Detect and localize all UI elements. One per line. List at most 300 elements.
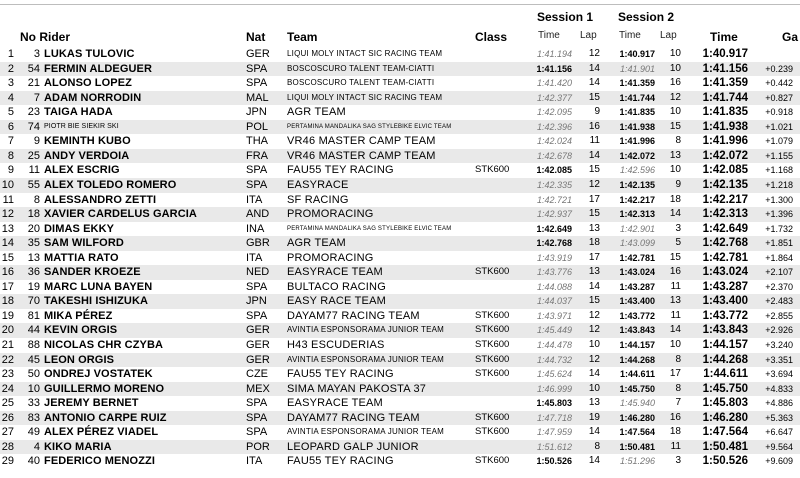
nationality-cell: ITA	[246, 251, 263, 264]
team-cell: LEOPARD GALP JUNIOR	[287, 440, 419, 453]
session1-lap-cell: 16	[588, 120, 600, 132]
gap-cell: +1.300	[765, 194, 793, 205]
table-row	[0, 294, 800, 309]
table-row	[0, 454, 800, 469]
nationality-cell: AND	[246, 208, 270, 221]
table-row	[0, 120, 800, 135]
session1-time-cell: 1:42.085	[536, 165, 572, 176]
session2-lap-cell: 11	[670, 440, 681, 452]
session1-lap-cell: 12	[588, 353, 600, 365]
session1-lap-cell: 12	[588, 48, 600, 59]
session2-lap-cell: 3	[675, 455, 681, 467]
table-row	[0, 91, 800, 106]
rider-name-cell: MARC LUNA BAYEN	[44, 280, 153, 293]
session1-lap-cell: 15	[588, 295, 600, 307]
rider-name-cell: TAKESHI ISHIZUKA	[44, 295, 149, 308]
class-cell: STK600	[475, 309, 510, 321]
position-cell: 1	[7, 48, 14, 60]
rider-name-cell: ONDREJ VOSTATEK	[44, 368, 153, 381]
rider-name-cell: ANDY VERDOIA	[44, 149, 130, 162]
best-time-cell: 1:41.938	[702, 120, 748, 133]
best-time-cell: 1:41.996	[702, 135, 748, 148]
session1-lap-cell: 12	[588, 309, 600, 321]
nationality-cell: MAL	[246, 91, 269, 104]
session1-time-cell: 1:41.156	[536, 63, 572, 74]
position-cell: 11	[2, 193, 14, 206]
best-time-cell: 1:41.156	[702, 62, 748, 75]
position-cell: 6	[7, 120, 14, 133]
rider-number-cell: 10	[27, 382, 40, 395]
session1-lap-cell: 14	[588, 280, 600, 292]
class-cell: STK600	[475, 455, 510, 467]
gap-cell: +0.239	[765, 63, 793, 74]
session2-time-cell: 1:44.611	[619, 369, 655, 380]
session2-time-cell: 1:44.157	[619, 340, 655, 350]
session2-lap-cell: 9	[675, 178, 681, 190]
session2-lap-cell: 10	[669, 62, 681, 74]
table-row	[0, 411, 800, 426]
team-cell: FAU55 TEY RACING	[287, 455, 394, 468]
table-row	[0, 353, 800, 368]
team-cell: AVINTIA ESPONSORAMA JUNIOR TEAM	[287, 427, 445, 437]
session2-lap-cell: 8	[675, 135, 681, 147]
best-time-cell: 1:50.526	[702, 455, 748, 468]
top-rule	[0, 4, 800, 5]
session2-lap-cell: 16	[669, 77, 681, 89]
position-cell: 20	[1, 324, 14, 337]
rider-number-cell: 21	[27, 77, 40, 90]
rider-name-cell: LUKAS TULOVIC	[44, 48, 135, 60]
rider-number-cell: 3	[33, 48, 40, 60]
position-cell: 29	[1, 455, 14, 468]
position-cell: 19	[1, 309, 14, 322]
rider-number-cell: 7	[33, 91, 40, 104]
rider-number-cell: 23	[27, 106, 40, 119]
best-time-cell: 1:42.781	[702, 251, 748, 264]
session1-time-cell: 1:45.449	[536, 325, 572, 336]
rider-number-cell: 70	[27, 295, 40, 308]
rider-number-cell: 55	[27, 178, 40, 191]
rider-number-cell: 8	[33, 193, 40, 206]
session2-time-cell: 1:46.280	[619, 412, 655, 423]
gap-cell: +1.155	[765, 150, 793, 161]
best-time-cell: 1:45.750	[702, 382, 748, 395]
session2-lap-cell: 11	[670, 280, 681, 292]
best-time-cell: 1:42.072	[702, 149, 748, 162]
rider-number-cell: 40	[27, 455, 40, 468]
position-cell: 22	[1, 353, 14, 366]
session1-time-cell: 1:46.999	[536, 383, 572, 394]
gap-cell: +2.926	[765, 325, 793, 336]
gap-cell: +4.886	[765, 398, 793, 409]
nationality-cell: THA	[246, 135, 268, 148]
rider-number-cell: 35	[27, 237, 40, 250]
session1-time-cell: 1:42.335	[536, 179, 572, 190]
best-time-cell: 1:43.772	[702, 309, 748, 322]
position-cell: 26	[1, 411, 14, 424]
team-cell: PROMORACING	[287, 251, 374, 264]
session2-time-cell: 1:50.481	[619, 441, 655, 452]
rider-number-cell: 83	[27, 411, 40, 424]
session1-lap-cell: 12	[588, 324, 600, 336]
best-time-cell: 1:43.287	[702, 280, 748, 293]
team-cell: H43 ESCUDERIAS	[287, 339, 385, 351]
nationality-cell: CZE	[246, 368, 268, 381]
best-time-cell: 1:44.157	[702, 339, 748, 351]
best-time-cell: 1:50.481	[702, 440, 748, 453]
rider-number-cell: 13	[27, 251, 40, 264]
team-cell: AVINTIA ESPONSORAMA JUNIOR TEAM	[287, 325, 445, 335]
best-time-cell: 1:42.313	[702, 208, 748, 221]
team-cell: FAU55 TEY RACING	[287, 164, 394, 177]
team-cell: BOSCOSCURO TALENT TEAM-CIATTI	[287, 63, 435, 73]
best-time-cell: 1:43.843	[702, 324, 748, 337]
nationality-cell: FRA	[246, 149, 268, 162]
session2-time-cell: 1:45.940	[619, 398, 655, 409]
session1-time-cell: 1:47.718	[536, 412, 572, 423]
session2-time-cell: 1:51.296	[619, 456, 655, 467]
team-cell: PERTAMINA MANDALIKA SAG STYLEBIKE ELVIC TEAM	[287, 225, 452, 232]
session1-time-cell: 1:45.803	[536, 398, 572, 409]
session1-lap-cell: 14	[588, 149, 600, 161]
session1-header: Session 1	[537, 10, 594, 24]
rider-name-cell: NICOLAS CHR CZYBA	[44, 339, 164, 351]
team-cell: PERTAMINA MANDALIKA SAG STYLEBIKE ELVIC TEAM	[287, 123, 452, 130]
session1-lap-cell: 17	[588, 251, 600, 263]
session2-lap-cell: 14	[669, 324, 681, 336]
best-time-cell: 1:42.135	[702, 178, 748, 191]
session1-lap-cell: 11	[589, 135, 600, 147]
team-cell: EASYRACE	[287, 178, 349, 191]
rider-number-cell: 20	[27, 222, 40, 235]
table-row	[0, 163, 800, 178]
team-cell: VR46 MASTER CAMP TEAM	[287, 149, 436, 162]
gap-cell: +2.855	[765, 310, 793, 321]
session1-lap-cell: 14	[588, 368, 600, 380]
session1-lap-cell: 9	[594, 106, 600, 118]
session2-time-cell: 1:43.400	[619, 296, 655, 307]
team-header: Team	[287, 30, 318, 44]
nationality-cell: SPA	[246, 178, 268, 191]
class-cell: STK600	[475, 266, 510, 278]
nationality-cell: SPA	[246, 411, 268, 424]
nationality-cell: SPA	[246, 426, 268, 439]
position-cell: 8	[7, 149, 14, 162]
gap-cell: +3.240	[765, 340, 793, 350]
team-cell: DAYAM77 RACING TEAM	[287, 411, 420, 424]
nationality-cell: ITA	[246, 193, 263, 206]
session1-time-cell: 1:50.526	[536, 456, 572, 467]
rider-number-cell: 36	[27, 266, 40, 279]
rider-number-cell: 33	[27, 397, 40, 410]
class-cell: STK600	[475, 411, 510, 423]
class-header: Class	[475, 30, 508, 44]
session1-lap-cell: 14	[588, 77, 600, 89]
rider-number-cell: 4	[33, 440, 40, 453]
session2-time-cell: 1:45.750	[619, 383, 655, 394]
nationality-cell: JPN	[246, 295, 267, 308]
session2-time-cell: 1:40.917	[619, 49, 655, 59]
rider-name-cell: KIKO MARIA	[44, 440, 112, 453]
position-cell: 5	[7, 106, 14, 119]
session2-lap-cell: 12	[669, 91, 681, 103]
session2-lap-cell: 18	[669, 193, 681, 205]
gap-cell: +1.851	[765, 238, 793, 249]
position-cell: 9	[7, 164, 14, 177]
session1-time-cell: 1:42.396	[536, 121, 572, 132]
position-cell: 18	[1, 295, 14, 308]
rider-name-cell: ALESSANDRO ZETTI	[44, 193, 157, 206]
team-cell: DAYAM77 RACING TEAM	[287, 309, 420, 322]
nationality-cell: POL	[246, 120, 269, 133]
team-cell: VR46 MASTER CAMP TEAM	[287, 135, 436, 148]
team-cell: EASYRACE TEAM	[287, 266, 383, 279]
gap-cell: +9.609	[765, 456, 793, 467]
session1-time-cell: 1:44.037	[536, 296, 572, 307]
best-time-cell: 1:46.280	[702, 411, 748, 424]
rider-name-cell: ADAM NORRODIN	[44, 91, 142, 104]
gap-cell: +0.827	[765, 92, 793, 103]
team-cell: AVINTIA ESPONSORAMA JUNIOR TEAM	[287, 354, 445, 364]
table-row	[0, 47, 800, 62]
best-time-cell: 1:42.217	[702, 193, 748, 206]
session1-lap-cell: 15	[588, 208, 600, 220]
gap-cell: +0.918	[765, 107, 793, 118]
session2-time-cell: 1:43.843	[619, 325, 655, 336]
position-cell: 2	[7, 62, 14, 75]
team-cell: AGR TEAM	[287, 237, 346, 250]
rider-name-cell: ALEX PÉREZ VIADEL	[44, 426, 159, 439]
session2-lap-cell: 10	[669, 106, 681, 118]
session2-time-cell: 1:42.596	[619, 165, 655, 176]
rider-name-cell: DIMAS EKKY	[44, 222, 115, 235]
nationality-cell: NED	[246, 266, 270, 279]
rider-number-cell: 88	[27, 339, 40, 351]
position-cell: 10	[1, 178, 14, 191]
session1-time-cell: 1:44.478	[536, 340, 572, 350]
session2-time-cell: 1:41.996	[619, 136, 655, 147]
rider-name-cell: ALONSO LOPEZ	[44, 77, 132, 90]
best-time-cell: 1:42.085	[702, 164, 748, 177]
session2-lap-cell: 10	[669, 48, 681, 59]
session2-lap-cell: 8	[675, 382, 681, 394]
session2-time-cell: 1:43.287	[619, 281, 655, 292]
best-time-cell: 1:41.744	[702, 91, 748, 104]
session2-lap-cell: 16	[669, 266, 681, 278]
table-row	[0, 62, 800, 77]
table-row	[0, 193, 800, 208]
session2-lap-cell: 17	[669, 368, 681, 380]
session2-lap-cell: 18	[669, 426, 681, 438]
rider-name-cell: XAVIER CARDELUS GARCIA	[44, 208, 197, 221]
session1-lap-cell: 8	[594, 440, 600, 452]
position-cell: 3	[7, 77, 14, 90]
table-row	[0, 265, 800, 280]
session1-time-cell: 1:41.420	[536, 78, 572, 89]
session1-time-cell: 1:42.649	[536, 223, 572, 234]
session1-time-cell: 1:44.088	[536, 281, 572, 292]
rider-number-cell: 11	[28, 164, 40, 177]
session1-lap-cell: 13	[588, 266, 600, 278]
session1-lap-cell: 15	[588, 91, 600, 103]
position-cell: 13	[1, 222, 14, 235]
team-cell: EASYRACE TEAM	[287, 397, 383, 410]
table-row	[0, 367, 800, 382]
session1-time-header: Time	[538, 30, 560, 41]
rider-name-cell: FERMIN ALDEGUER	[44, 62, 153, 75]
session2-lap-cell: 11	[670, 309, 681, 321]
rider-name-cell: ALEX ESCRIG	[44, 164, 120, 177]
table-row	[0, 134, 800, 149]
gap-cell: +1.021	[765, 121, 793, 132]
session2-time-cell: 1:44.268	[619, 354, 655, 365]
rider-number-cell: 18	[27, 208, 40, 221]
gap-cell: +1.168	[765, 165, 793, 176]
time-header: Time	[710, 30, 738, 44]
session2-lap-cell: 14	[669, 208, 681, 220]
rider-name-cell: ALEX TOLEDO ROMERO	[44, 178, 177, 191]
best-time-cell: 1:43.024	[702, 266, 748, 279]
gap-cell: +2.370	[765, 281, 793, 292]
session2-lap-header: Lap	[660, 30, 677, 41]
table-row	[0, 236, 800, 251]
session1-time-cell: 1:42.678	[536, 150, 572, 161]
team-cell: EASY RACE TEAM	[287, 295, 386, 308]
position-cell: 27	[1, 426, 14, 439]
nationality-cell: JPN	[246, 106, 267, 119]
nat-header: Nat	[246, 30, 266, 44]
session2-lap-cell: 10	[669, 339, 681, 350]
session2-time-cell: 1:43.024	[619, 267, 655, 278]
best-time-cell: 1:45.803	[702, 397, 748, 410]
session1-time-cell: 1:42.095	[536, 107, 572, 118]
nationality-cell: SPA	[246, 397, 268, 410]
session1-lap-cell: 12	[588, 178, 600, 190]
position-cell: 15	[1, 251, 14, 264]
session1-lap-cell: 14	[588, 62, 600, 74]
rider-number-cell: 74	[27, 120, 40, 133]
rider-name-cell: KEVIN ORGIS	[44, 324, 118, 337]
session1-time-cell: 1:43.971	[536, 310, 572, 321]
gap-cell: +1.864	[765, 252, 793, 263]
best-time-cell: 1:43.400	[702, 295, 748, 308]
rider-name-cell: MIKA PÉREZ	[44, 309, 113, 322]
rider-name-cell: GUILLERMO MORENO	[44, 382, 165, 395]
session2-lap-cell: 15	[669, 120, 681, 132]
session2-lap-cell: 8	[675, 353, 681, 365]
rider-number-cell: 9	[33, 135, 40, 148]
rider-number-cell: 45	[27, 353, 40, 366]
nationality-cell: INA	[246, 222, 265, 235]
table-row	[0, 222, 800, 237]
rider-number-cell: 44	[27, 324, 40, 337]
no-rider-header: No Rider	[20, 30, 71, 44]
table-row	[0, 207, 800, 222]
session1-time-cell: 1:43.919	[536, 252, 572, 263]
session1-lap-cell: 15	[588, 164, 600, 176]
gap-cell: +2.107	[765, 267, 793, 278]
table-row	[0, 76, 800, 91]
class-cell: STK600	[475, 368, 510, 380]
table-row	[0, 338, 800, 353]
session1-lap-cell: 10	[588, 339, 600, 350]
rider-name-cell: LEON ORGIS	[44, 353, 115, 366]
session1-time-cell: 1:42.024	[536, 136, 572, 147]
nationality-cell: SPA	[246, 309, 268, 322]
nationality-cell: GER	[246, 48, 270, 60]
class-cell: STK600	[475, 426, 510, 438]
table-row	[0, 178, 800, 193]
session2-time-cell: 1:41.744	[619, 92, 655, 103]
rider-name-cell: PIOTR BIE SIEKIR SKI	[44, 122, 119, 130]
rider-number-cell: 19	[27, 280, 40, 293]
session1-time-cell: 1:44.732	[536, 354, 572, 365]
best-time-cell: 1:47.564	[702, 426, 748, 439]
best-time-cell: 1:44.268	[702, 353, 748, 366]
session1-time-cell: 1:42.768	[536, 238, 572, 249]
nationality-cell: GER	[246, 324, 270, 337]
rider-number-cell: 50	[27, 368, 40, 381]
table-row	[0, 396, 800, 411]
best-time-cell: 1:44.611	[703, 368, 748, 381]
position-cell: 14	[1, 237, 14, 250]
session2-time-cell: 1:42.217	[619, 194, 655, 205]
session1-time-cell: 1:47.959	[536, 427, 572, 438]
nationality-cell: SPA	[246, 62, 268, 75]
class-cell: STK600	[475, 353, 510, 365]
gap-header: Ga	[782, 30, 799, 44]
position-cell: 12	[1, 208, 14, 221]
rider-number-cell: 49	[27, 426, 40, 439]
session2-time-cell: 1:43.772	[619, 310, 655, 321]
gap-cell: +3.351	[765, 354, 793, 365]
position-cell: 17	[1, 280, 14, 293]
table-row	[0, 149, 800, 164]
rider-name-cell: MATTIA RATO	[44, 251, 119, 264]
gap-cell: +2.483	[765, 296, 793, 307]
gap-cell: +9.564	[765, 441, 793, 452]
session2-lap-cell: 13	[669, 149, 681, 161]
session1-lap-cell: 19	[588, 411, 600, 423]
nationality-cell: SPA	[246, 77, 268, 90]
best-time-cell: 1:42.649	[702, 222, 748, 235]
rider-name-cell: SAM WILFORD	[44, 237, 124, 250]
gap-cell: +6.647	[765, 427, 793, 438]
nationality-cell: POR	[246, 440, 270, 453]
team-cell: LIQUI MOLY INTACT SIC RACING TEAM	[287, 92, 443, 102]
team-cell: LIQUI MOLY INTACT SIC RACING TEAM	[287, 49, 443, 58]
session1-time-cell: 1:42.937	[536, 209, 572, 220]
position-cell: 16	[1, 266, 14, 279]
table-row	[0, 323, 800, 338]
nationality-cell: GBR	[246, 237, 270, 250]
table-row	[0, 425, 800, 440]
rider-number-cell: 54	[27, 62, 40, 75]
gap-cell: +5.363	[765, 412, 793, 423]
best-time-cell: 1:40.917	[702, 48, 748, 60]
session1-lap-cell: 14	[588, 455, 600, 467]
session1-lap-cell: 14	[588, 426, 600, 438]
nationality-cell: GER	[246, 339, 270, 351]
session2-lap-cell: 5	[675, 237, 681, 249]
rider-name-cell: JEREMY BERNET	[44, 397, 139, 410]
position-cell: 4	[7, 91, 14, 104]
table-row	[0, 382, 800, 397]
session1-lap-cell: 17	[588, 193, 600, 205]
rider-name-cell: SANDER KROEZE	[44, 266, 141, 279]
gap-cell: +1.732	[765, 223, 793, 234]
position-cell: 21	[1, 339, 14, 351]
